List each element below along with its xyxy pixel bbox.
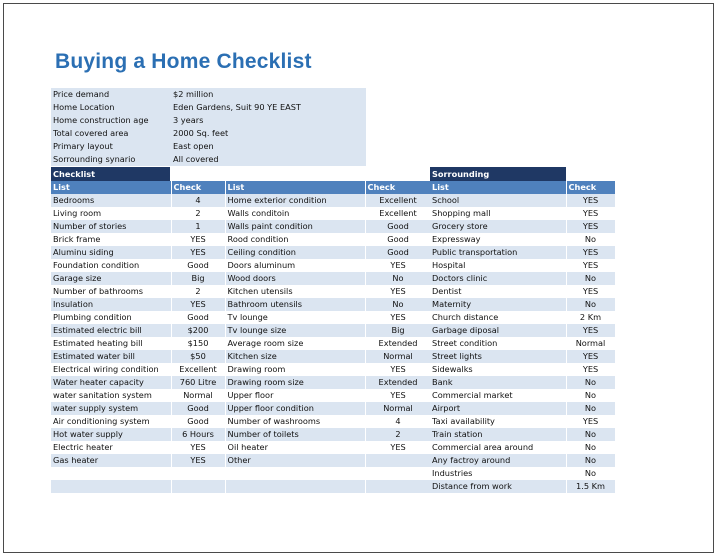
info-value: All covered — [173, 154, 219, 164]
list-cell: Living room — [51, 207, 171, 220]
list-cell: Wood doors — [225, 272, 365, 285]
check-cell: YES — [365, 363, 431, 376]
check-cell — [171, 467, 225, 480]
list-cell — [225, 467, 365, 480]
table-row — [51, 337, 431, 350]
table-row — [430, 311, 615, 324]
column-header-check: Check — [171, 181, 225, 194]
check-cell: 2 — [365, 428, 431, 441]
list-cell: Plumbing condition — [51, 311, 171, 324]
check-cell: Extended — [365, 337, 431, 350]
list-cell: Bedrooms — [51, 194, 171, 207]
check-cell — [365, 467, 431, 480]
info-value: East open — [173, 141, 214, 151]
table-row — [430, 298, 615, 311]
check-cell: Excellent — [171, 363, 225, 376]
check-cell: 1.5 Km — [566, 480, 615, 493]
list-cell: Upper floor — [225, 389, 365, 402]
info-value: $2 million — [173, 89, 214, 99]
table-row — [51, 350, 431, 363]
check-cell: YES — [566, 324, 615, 337]
list-cell — [51, 467, 171, 480]
column-header-list: List — [51, 181, 171, 194]
property-info-block — [51, 88, 366, 166]
list-cell: Train station — [430, 428, 566, 441]
table-row — [430, 454, 615, 467]
check-cell: YES — [566, 285, 615, 298]
list-cell: Rood condition — [225, 233, 365, 246]
check-cell: YES — [566, 259, 615, 272]
info-row — [51, 114, 366, 127]
list-cell: Distance from work — [430, 480, 566, 493]
table-row — [430, 428, 615, 441]
info-value: Eden Gardens, Suit 90 YE EAST — [173, 102, 301, 112]
list-cell: Bathroom utensils — [225, 298, 365, 311]
info-label: Home Location — [53, 102, 115, 112]
list-cell: Street condition — [430, 337, 566, 350]
check-cell: No — [566, 376, 615, 389]
check-cell: YES — [566, 363, 615, 376]
table-row — [430, 272, 615, 285]
check-cell: Excellent — [365, 194, 431, 207]
check-cell: YES — [566, 194, 615, 207]
info-value: 2000 Sq. feet — [173, 128, 229, 138]
check-cell: No — [566, 298, 615, 311]
list-cell: School — [430, 194, 566, 207]
info-label: Sorrounding synario — [53, 154, 136, 164]
check-cell — [171, 480, 225, 493]
list-cell: Tv lounge size — [225, 324, 365, 337]
check-cell: Normal — [171, 389, 225, 402]
table-row — [430, 246, 615, 259]
table-row — [430, 194, 615, 207]
checklist-header-row — [51, 181, 431, 194]
check-cell: Good — [171, 415, 225, 428]
list-cell: Sidewalks — [430, 363, 566, 376]
info-label: Home construction age — [53, 115, 149, 125]
table-row — [430, 389, 615, 402]
check-cell: 760 Litre — [171, 376, 225, 389]
list-cell — [225, 480, 365, 493]
table-row — [51, 194, 431, 207]
table-row — [430, 467, 615, 480]
table-row — [51, 441, 431, 454]
list-cell: Home exterior condition — [225, 194, 365, 207]
check-cell: YES — [566, 415, 615, 428]
check-cell: Normal — [365, 402, 431, 415]
table-row — [51, 415, 431, 428]
check-cell: No — [566, 441, 615, 454]
table-row — [51, 272, 431, 285]
check-cell: YES — [365, 259, 431, 272]
list-cell: Estimated heating bill — [51, 337, 171, 350]
check-cell: Good — [171, 402, 225, 415]
list-cell: Tv lounge — [225, 311, 365, 324]
table-row — [430, 402, 615, 415]
check-cell: YES — [365, 311, 431, 324]
info-label: Total covered area — [53, 128, 129, 138]
list-cell: water supply system — [51, 402, 171, 415]
list-cell: Garage size — [51, 272, 171, 285]
check-cell: Good — [365, 233, 431, 246]
table-row — [51, 376, 431, 389]
check-cell: YES — [171, 233, 225, 246]
check-cell: YES — [365, 285, 431, 298]
table-row — [51, 233, 431, 246]
check-cell: YES — [171, 298, 225, 311]
check-cell: Good — [365, 220, 431, 233]
table-row — [430, 363, 615, 376]
info-row — [51, 140, 366, 153]
info-label: Primary layout — [53, 141, 113, 151]
list-cell: Taxi availability — [430, 415, 566, 428]
column-header-list: List — [225, 181, 365, 194]
list-cell: Drawing room size — [225, 376, 365, 389]
check-cell: 2 — [171, 207, 225, 220]
table-row — [51, 363, 431, 376]
table-row — [430, 441, 615, 454]
list-cell: Aluminu siding — [51, 246, 171, 259]
table-row — [51, 454, 431, 467]
check-cell: Normal — [566, 337, 615, 350]
check-cell: YES — [566, 220, 615, 233]
check-cell: YES — [365, 441, 431, 454]
list-cell: Doors aluminum — [225, 259, 365, 272]
list-cell: Drawing room — [225, 363, 365, 376]
list-cell: Church distance — [430, 311, 566, 324]
info-row — [51, 101, 366, 114]
check-cell: YES — [171, 441, 225, 454]
table-row — [51, 298, 431, 311]
check-cell: YES — [566, 207, 615, 220]
checklist-table — [51, 181, 432, 493]
list-cell: Average room size — [225, 337, 365, 350]
table-row — [51, 246, 431, 259]
list-cell: Maternity — [430, 298, 566, 311]
check-cell: 4 — [365, 415, 431, 428]
list-cell: Number of bathrooms — [51, 285, 171, 298]
list-cell: Oil heater — [225, 441, 365, 454]
list-cell: Garbage diposal — [430, 324, 566, 337]
table-row — [51, 389, 431, 402]
table-row — [430, 337, 615, 350]
list-cell: Ceiling condition — [225, 246, 365, 259]
list-cell: Grocery store — [430, 220, 566, 233]
list-cell: Upper floor condition — [225, 402, 365, 415]
table-row — [51, 259, 431, 272]
list-cell: Commercial market — [430, 389, 566, 402]
info-row — [51, 153, 366, 166]
check-cell: YES — [171, 454, 225, 467]
table-row — [430, 233, 615, 246]
list-cell: Electric heater — [51, 441, 171, 454]
list-cell: Number of washrooms — [225, 415, 365, 428]
table-row — [430, 350, 615, 363]
check-cell: No — [566, 389, 615, 402]
check-cell: 1 — [171, 220, 225, 233]
info-row — [51, 88, 366, 101]
surrounding-header-row — [430, 181, 615, 194]
list-cell: Air conditioning system — [51, 415, 171, 428]
table-row — [430, 285, 615, 298]
check-cell: $200 — [171, 324, 225, 337]
list-cell: Shopping mall — [430, 207, 566, 220]
list-cell: Other — [225, 454, 365, 467]
checklist-heading: Checklist — [51, 167, 170, 181]
table-row — [430, 259, 615, 272]
check-cell: No — [365, 272, 431, 285]
list-cell: Insulation — [51, 298, 171, 311]
check-cell: 2 — [171, 285, 225, 298]
info-label: Price demand — [53, 89, 110, 99]
table-row — [51, 311, 431, 324]
list-cell: Industries — [430, 467, 566, 480]
check-cell: No — [566, 467, 615, 480]
check-cell: YES — [566, 350, 615, 363]
list-cell: Doctors clinic — [430, 272, 566, 285]
list-cell: Number of stories — [51, 220, 171, 233]
list-cell: Expressway — [430, 233, 566, 246]
list-cell: Water heater capacity — [51, 376, 171, 389]
list-cell: Hospital — [430, 259, 566, 272]
check-cell: Normal — [365, 350, 431, 363]
list-cell: Dentist — [430, 285, 566, 298]
list-cell: Commercial area around — [430, 441, 566, 454]
list-cell: Any factroy around — [430, 454, 566, 467]
check-cell: Excellent — [365, 207, 431, 220]
check-cell: Big — [365, 324, 431, 337]
list-cell: Kitchen utensils — [225, 285, 365, 298]
check-cell: Good — [171, 311, 225, 324]
list-cell: Foundation condition — [51, 259, 171, 272]
check-cell: No — [566, 402, 615, 415]
check-cell: Good — [365, 246, 431, 259]
column-header-list: List — [430, 181, 566, 194]
list-cell: Number of toilets — [225, 428, 365, 441]
surrounding-heading: Sorrounding — [430, 167, 566, 181]
check-cell: $50 — [171, 350, 225, 363]
table-row — [51, 285, 431, 298]
check-cell — [365, 454, 431, 467]
list-cell: Public transportation — [430, 246, 566, 259]
check-cell: Big — [171, 272, 225, 285]
table-row — [51, 480, 431, 493]
list-cell: Hot water supply — [51, 428, 171, 441]
table-row — [430, 415, 615, 428]
table-row — [430, 324, 615, 337]
column-header-check: Check — [365, 181, 431, 194]
list-cell: water sanitation system — [51, 389, 171, 402]
list-cell: Kitchen size — [225, 350, 365, 363]
list-cell: Bank — [430, 376, 566, 389]
list-cell: Estimated water bill — [51, 350, 171, 363]
list-cell: Walls paint condition — [225, 220, 365, 233]
check-cell: 6 Hours — [171, 428, 225, 441]
check-cell: No — [566, 454, 615, 467]
list-cell: Street lights — [430, 350, 566, 363]
list-cell: Gas heater — [51, 454, 171, 467]
page-title: Buying a Home Checklist — [55, 50, 312, 73]
list-cell: Brick frame — [51, 233, 171, 246]
table-row — [430, 207, 615, 220]
list-cell — [51, 480, 171, 493]
list-cell: Airport — [430, 402, 566, 415]
check-cell: 4 — [171, 194, 225, 207]
list-cell: Electrical wiring condition — [51, 363, 171, 376]
check-cell: Good — [171, 259, 225, 272]
info-value: 3 years — [173, 115, 204, 125]
surrounding-table — [430, 181, 616, 493]
column-header-check: Check — [566, 181, 615, 194]
check-cell: YES — [365, 389, 431, 402]
check-cell: $150 — [171, 337, 225, 350]
check-cell: YES — [171, 246, 225, 259]
check-cell — [365, 480, 431, 493]
check-cell: No — [566, 233, 615, 246]
check-cell: No — [566, 272, 615, 285]
table-row — [51, 428, 431, 441]
list-cell: Walls conditoin — [225, 207, 365, 220]
check-cell: Extended — [365, 376, 431, 389]
table-row — [430, 480, 615, 493]
check-cell: YES — [566, 246, 615, 259]
check-cell: No — [566, 428, 615, 441]
table-row — [51, 402, 431, 415]
check-cell: 2 Km — [566, 311, 615, 324]
list-cell: Estimated electric bill — [51, 324, 171, 337]
table-row — [51, 467, 431, 480]
table-row — [430, 220, 615, 233]
check-cell: No — [365, 298, 431, 311]
table-row — [430, 376, 615, 389]
table-row — [51, 220, 431, 233]
table-row — [51, 324, 431, 337]
info-row — [51, 127, 366, 140]
table-row — [51, 207, 431, 220]
